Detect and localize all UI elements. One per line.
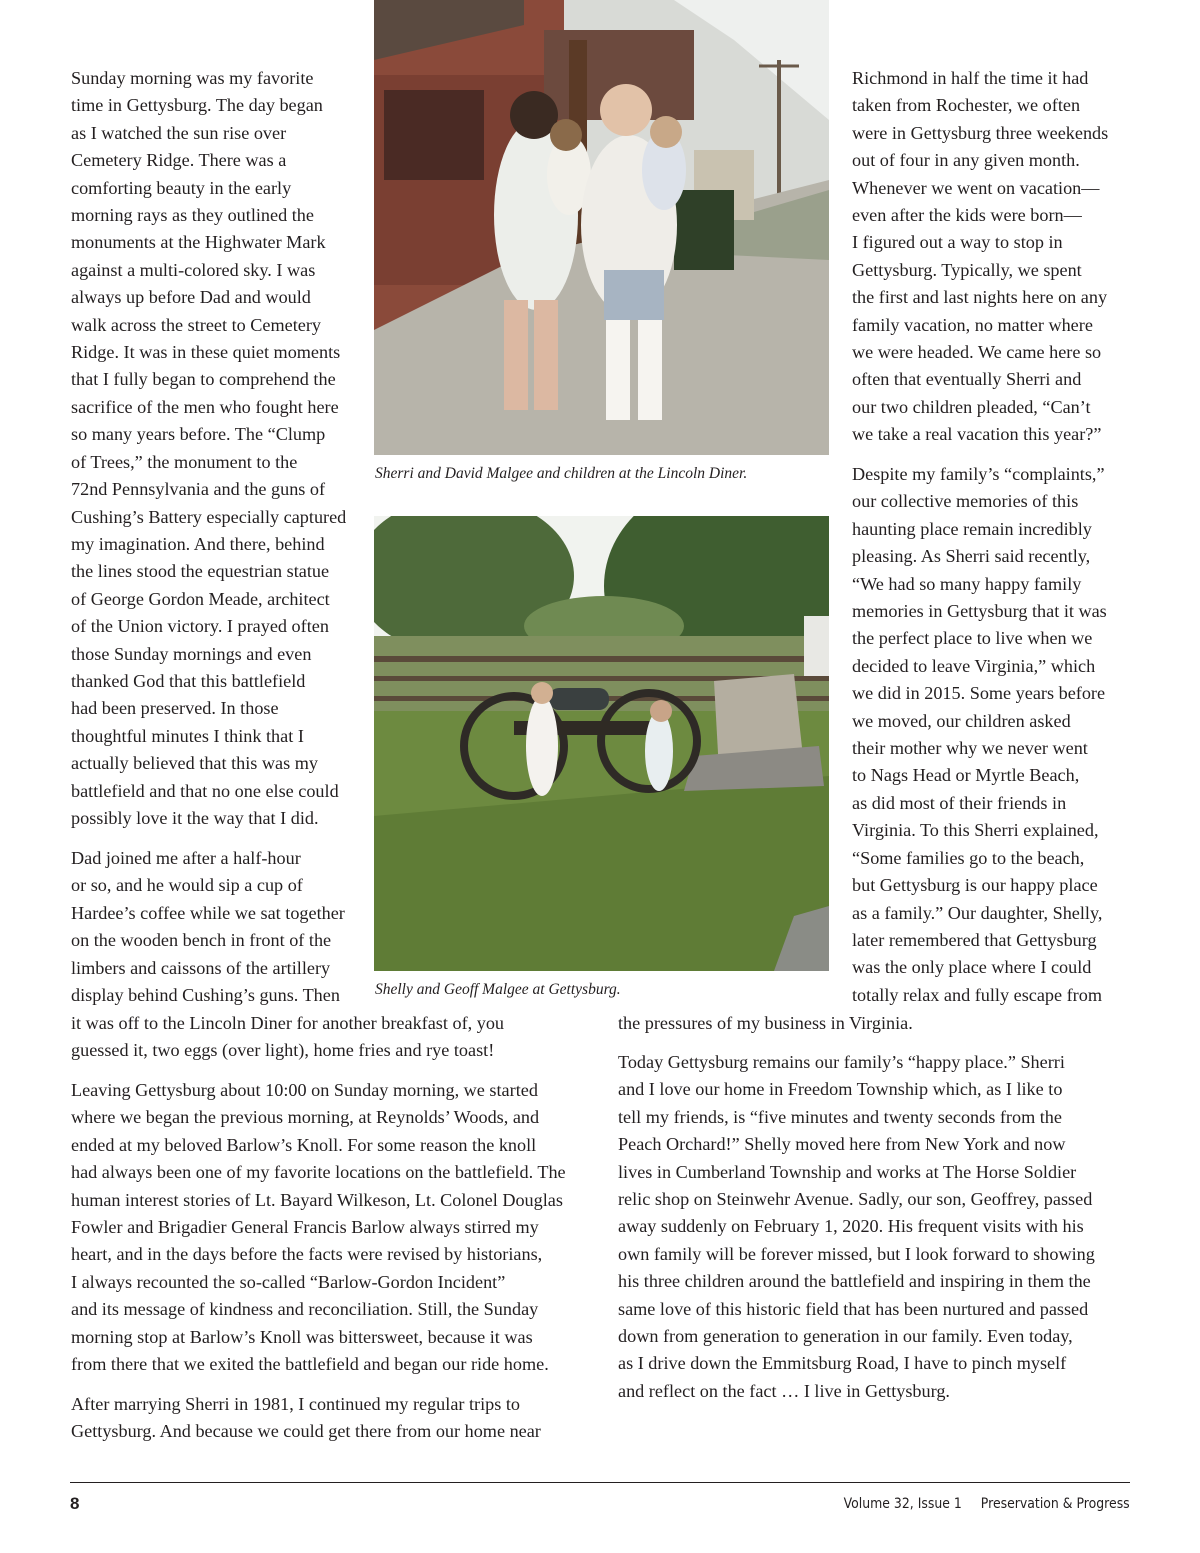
text-line: had been preserved. In those <box>71 698 279 719</box>
text-line: as I drive down the Emmitsburg Road, I have to pinch myself <box>618 1353 1067 1374</box>
text-line: I figured out a way to stop in <box>852 232 1063 253</box>
text-line: Richmond in half the time it had <box>852 68 1089 88</box>
text-line: Gettysburg. And because we could get there from our home near <box>71 1421 541 1442</box>
text-line: it was off to the Lincoln Diner for another breakfast of, you <box>71 1013 505 1033</box>
text-line: we moved, our children asked <box>852 710 1071 731</box>
text-line: taken from Rochester, we often <box>852 95 1081 116</box>
text-line: so many years before. The “Clump <box>71 424 326 445</box>
text-line: Sunday morning was my favorite <box>71 68 314 88</box>
text-line: and reflect on the fact … I live in Gettysburg. <box>618 1380 950 1401</box>
text-line: was the only place where I could <box>852 957 1092 978</box>
text-line: thanked God that this battlefield <box>71 670 306 691</box>
text-line: sacrifice of the men who fought here <box>71 396 339 417</box>
text-line: the perfect place to live when we <box>852 628 1093 649</box>
text-line: where we began the previous morning, at Reynolds’ Woods, and <box>71 1107 540 1128</box>
text-line: as I watched the sun rise over <box>71 122 287 143</box>
text-line: I always recounted the so-called “Barlow-Gordon Incident” <box>71 1271 506 1292</box>
text-line: from there that we exited the battlefield and began our ride home. <box>71 1354 549 1375</box>
left-bottom-paragraph-4 <box>71 1391 541 1446</box>
left-column-paragraph-2 <box>71 845 345 1009</box>
text-line: relic shop on Steinwehr Avenue. Sadly, our son, Geoffrey, passed <box>618 1189 1093 1210</box>
text-line: walk across the street to Cemetery <box>71 314 321 335</box>
text-line: out of four in any given month. <box>852 150 1080 171</box>
right-bottom-paragraph-2-continued <box>618 1010 913 1037</box>
text-line: pleasing. As Sherri said recently, <box>852 546 1091 567</box>
text-line: on the wooden bench in front of the <box>71 930 332 951</box>
text-line: “We had so many happy family <box>852 573 1082 594</box>
text-line: my imagination. And there, behind <box>71 533 325 554</box>
text-line: possibly love it the way that I did. <box>71 807 319 828</box>
text-line: our two children pleaded, “Can’t <box>852 396 1091 417</box>
left-bottom-paragraph-3 <box>71 1077 566 1378</box>
text-line: Fowler and Brigadier General Francis Barlow always stirred my <box>71 1217 539 1238</box>
text-line: limbers and caissons of the artillery <box>71 957 331 978</box>
text-line: 72nd Pennsylvania and the guns of <box>71 479 326 500</box>
text-line: away suddenly on February 1, 2020. His frequent visits with his <box>618 1216 1084 1237</box>
page-number: 8 <box>70 1494 80 1513</box>
text-line: were in Gettysburg three weekends <box>852 122 1109 143</box>
text-line: guessed it, two eggs (over light), home fries and rye toast! <box>71 1040 495 1061</box>
text-line: lives in Cumberland Township and works at The Horse Soldier <box>618 1161 1077 1182</box>
text-line: comforting beauty in the early <box>71 177 292 198</box>
text-line: ended at my beloved Barlow’s Knoll. For some reason the knoll <box>71 1134 537 1155</box>
text-line: our collective memories of this <box>852 491 1079 512</box>
text-line: Virginia. To this Sherri explained, <box>852 820 1099 841</box>
text-line: morning stop at Barlow’s Knoll was bittersweet, because it was <box>71 1326 533 1347</box>
text-line: human interest stories of Lt. Bayard Wilkeson, Lt. Colonel Douglas <box>71 1189 563 1210</box>
text-line: we take a real vacation this year?” <box>852 424 1102 445</box>
text-line: later remembered that Gettysburg <box>852 929 1097 950</box>
left-column-paragraph-1 <box>71 65 346 832</box>
text-line: had always been one of my favorite locations on the battlefield. The <box>71 1162 566 1183</box>
text-line: thoughtful minutes I think that I <box>71 725 304 746</box>
text-line: heart, and in the days before the facts were revised by historians, <box>71 1244 543 1265</box>
text-line: we were headed. We came here so <box>852 342 1102 363</box>
text-line: Today Gettysburg remains our family’s “happy place.” Sherri <box>618 1052 1065 1072</box>
text-line: their mother why we never went <box>852 738 1088 759</box>
text-line: Ridge. It was in these quiet moments <box>71 342 341 363</box>
text-line: but Gettysburg is our happy place <box>852 875 1098 896</box>
photo-cannon <box>374 516 829 971</box>
footer-publication-info <box>844 1496 1130 1512</box>
text-line: actually believed that this was my <box>71 753 318 774</box>
text-line: monuments at the Highwater Mark <box>71 232 326 253</box>
text-line: time in Gettysburg. The day began <box>71 95 323 116</box>
text-line: against a multi-colored sky. I was <box>71 259 316 280</box>
text-line: down from generation to generation in our family. Even today, <box>618 1326 1073 1347</box>
text-line: Peach Orchard!” Shelly moved here from New York and now <box>618 1134 1066 1155</box>
photo-lincoln-diner <box>374 0 829 455</box>
text-line: as did most of their friends in <box>852 792 1067 813</box>
text-line: and its message of kindness and reconciliation. Still, the Sunday <box>71 1299 539 1320</box>
text-line: and I love our home in Freedom Township which, as I like to <box>618 1079 1063 1100</box>
text-line: often that eventually Sherri and <box>852 369 1082 390</box>
text-line: Despite my family’s “complaints,” <box>852 464 1105 484</box>
right-bottom-paragraph-3 <box>618 1049 1095 1405</box>
text-line: battlefield and that no one else could <box>71 780 339 801</box>
text-line: morning rays as they outlined the <box>71 205 314 226</box>
text-line: Gettysburg. Typically, we spent <box>852 259 1082 280</box>
text-line: own family will be forever missed, but I look forward to showing <box>618 1243 1095 1264</box>
text-line: of Trees,” the monument to the <box>71 451 298 472</box>
text-line: haunting place remain incredibly <box>852 518 1092 539</box>
text-line: display behind Cushing’s guns. Then <box>71 985 340 1006</box>
text-line: Whenever we went on vacation— <box>852 177 1100 198</box>
left-bottom-paragraph-2-continued <box>71 1010 504 1065</box>
text-line: the first and last nights here on any <box>852 287 1108 308</box>
text-line: to Nags Head or Myrtle Beach, <box>852 765 1080 786</box>
text-line: always up before Dad and would <box>71 287 311 308</box>
text-line: decided to leave Virginia,” which <box>852 655 1096 676</box>
publication-title: Preservation & Progress <box>981 1496 1130 1512</box>
text-line: memories in Gettysburg that it was <box>852 601 1107 622</box>
text-line: Leaving Gettysburg about 10:00 on Sunday morning, we started <box>71 1080 538 1100</box>
text-line: as a family.” Our daughter, Shelly, <box>852 902 1103 923</box>
text-line: tell my friends, is “five minutes and twenty seconds from the <box>618 1106 1062 1127</box>
text-line: his three children around the battlefield and inspiring in them the <box>618 1271 1091 1292</box>
cannon-photo-caption: Shelly and Geoff Malgee at Gettysburg. <box>375 981 621 998</box>
text-line: “Some families go to the beach, <box>852 847 1085 868</box>
footer-rule <box>70 1482 1130 1483</box>
text-line: of the Union victory. I prayed often <box>71 616 329 637</box>
text-line: Dad joined me after a half-hour <box>71 848 301 868</box>
text-line: same love of this historic field that has been nurtured and passed <box>618 1298 1089 1319</box>
text-line: we did in 2015. Some years before <box>852 683 1106 704</box>
volume-issue: Volume 32, Issue 1 <box>843 1496 963 1512</box>
text-line: After marrying Sherri in 1981, I continued my regular trips to <box>71 1394 521 1414</box>
text-line: that I fully began to comprehend the <box>71 369 336 390</box>
right-column-paragraph-1 <box>852 65 1108 449</box>
text-line: Cushing’s Battery especially captured <box>71 506 347 527</box>
text-line: or so, and he would sip a cup of <box>71 875 303 896</box>
text-line: those Sunday mornings and even <box>71 643 312 664</box>
text-line: Hardee’s coffee while we sat together <box>71 902 345 923</box>
right-column-paragraph-2 <box>852 461 1107 1009</box>
text-line: the lines stood the equestrian statue <box>71 561 330 582</box>
text-line: of George Gordon Meade, architect <box>71 588 330 609</box>
text-line: Cemetery Ridge. There was a <box>71 150 287 171</box>
text-line: the pressures of my business in Virginia. <box>618 1013 913 1033</box>
text-line: totally relax and fully escape from <box>852 984 1102 1005</box>
text-line: family vacation, no matter where <box>852 314 1093 335</box>
diner-photo-caption: Sherri and David Malgee and children at the Lincoln Diner. <box>375 465 748 482</box>
text-line: even after the kids were born— <box>852 205 1082 226</box>
